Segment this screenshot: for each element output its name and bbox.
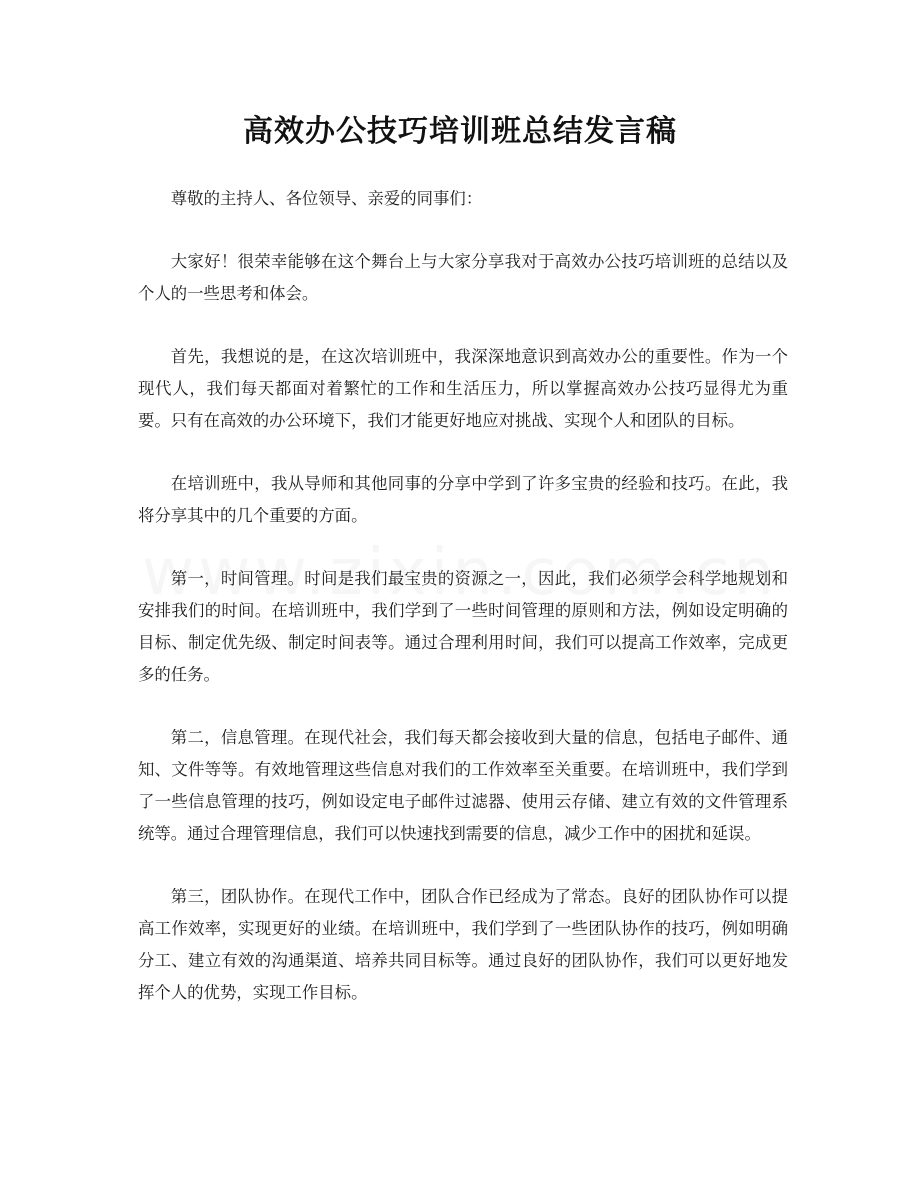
salutation-paragraph: 尊敬的主持人、各位领导、亲爱的同事们： <box>170 189 483 208</box>
team-collaboration-paragraph: 第三，团队协作。在现代工作中，团队合作已经成为了常态。良好的团队协作可以提高工作效率，实现更好的业绩。在培训班中，我们学到了一些团队协作的技巧，例如明确分工、建立有效的沟通渠道、培养共同目标等。通过良好的团队协作，我们可以更好地发挥个人的优势，实现工作目标。 <box>138 887 788 1002</box>
greeting-paragraph: 大家好！很荣幸能够在这个舞台上与大家分享我对于高效办公技巧培训班的总结以及个人的一些思考和体会。 <box>138 252 788 303</box>
overview-paragraph: 在培训班中，我从导师和其他同事的分享中学到了许多宝贵的经验和技巧。在此，我将分享其中的几个重要的方面。 <box>138 474 788 525</box>
intro-paragraph: 首先，我想说的是，在这次培训班中，我深深地意识到高效办公的重要性。作为一个现代人，我们每天都面对着繁忙的工作和生活压力，所以掌握高效办公技巧显得尤为重要。只有在高效的办公环境下，我们才能更好地应对挑战、实现个人和团队的目标。 <box>138 347 788 430</box>
document-title: 高效办公技巧培训班总结发言稿 <box>243 114 677 149</box>
time-management-paragraph: 第一，时间管理。时间是我们最宝贵的资源之一，因此，我们必须学会科学地规划和安排我们的时间。在培训班中，我们学到了一些时间管理的原则和方法，例如设定明确的目标、制定优先级、制定时间表等。通过合理利用时间，我们可以提高工作效率，完成更多的任务。 <box>138 569 788 684</box>
information-management-paragraph: 第二，信息管理。在现代社会，我们每天都会接收到大量的信息，包括电子邮件、通知、文件等等。有效地管理这些信息对我们的工作效率至关重要。在培训班中，我们学到了一些信息管理的技巧，例如设定电子邮件过滤器、使用云存储、建立有效的文件管理系统等。通过合理管理信息，我们可以快速找到需要的信息，减少工作中的困扰和延误。 <box>138 728 788 843</box>
document-body <box>138 183 788 1040</box>
